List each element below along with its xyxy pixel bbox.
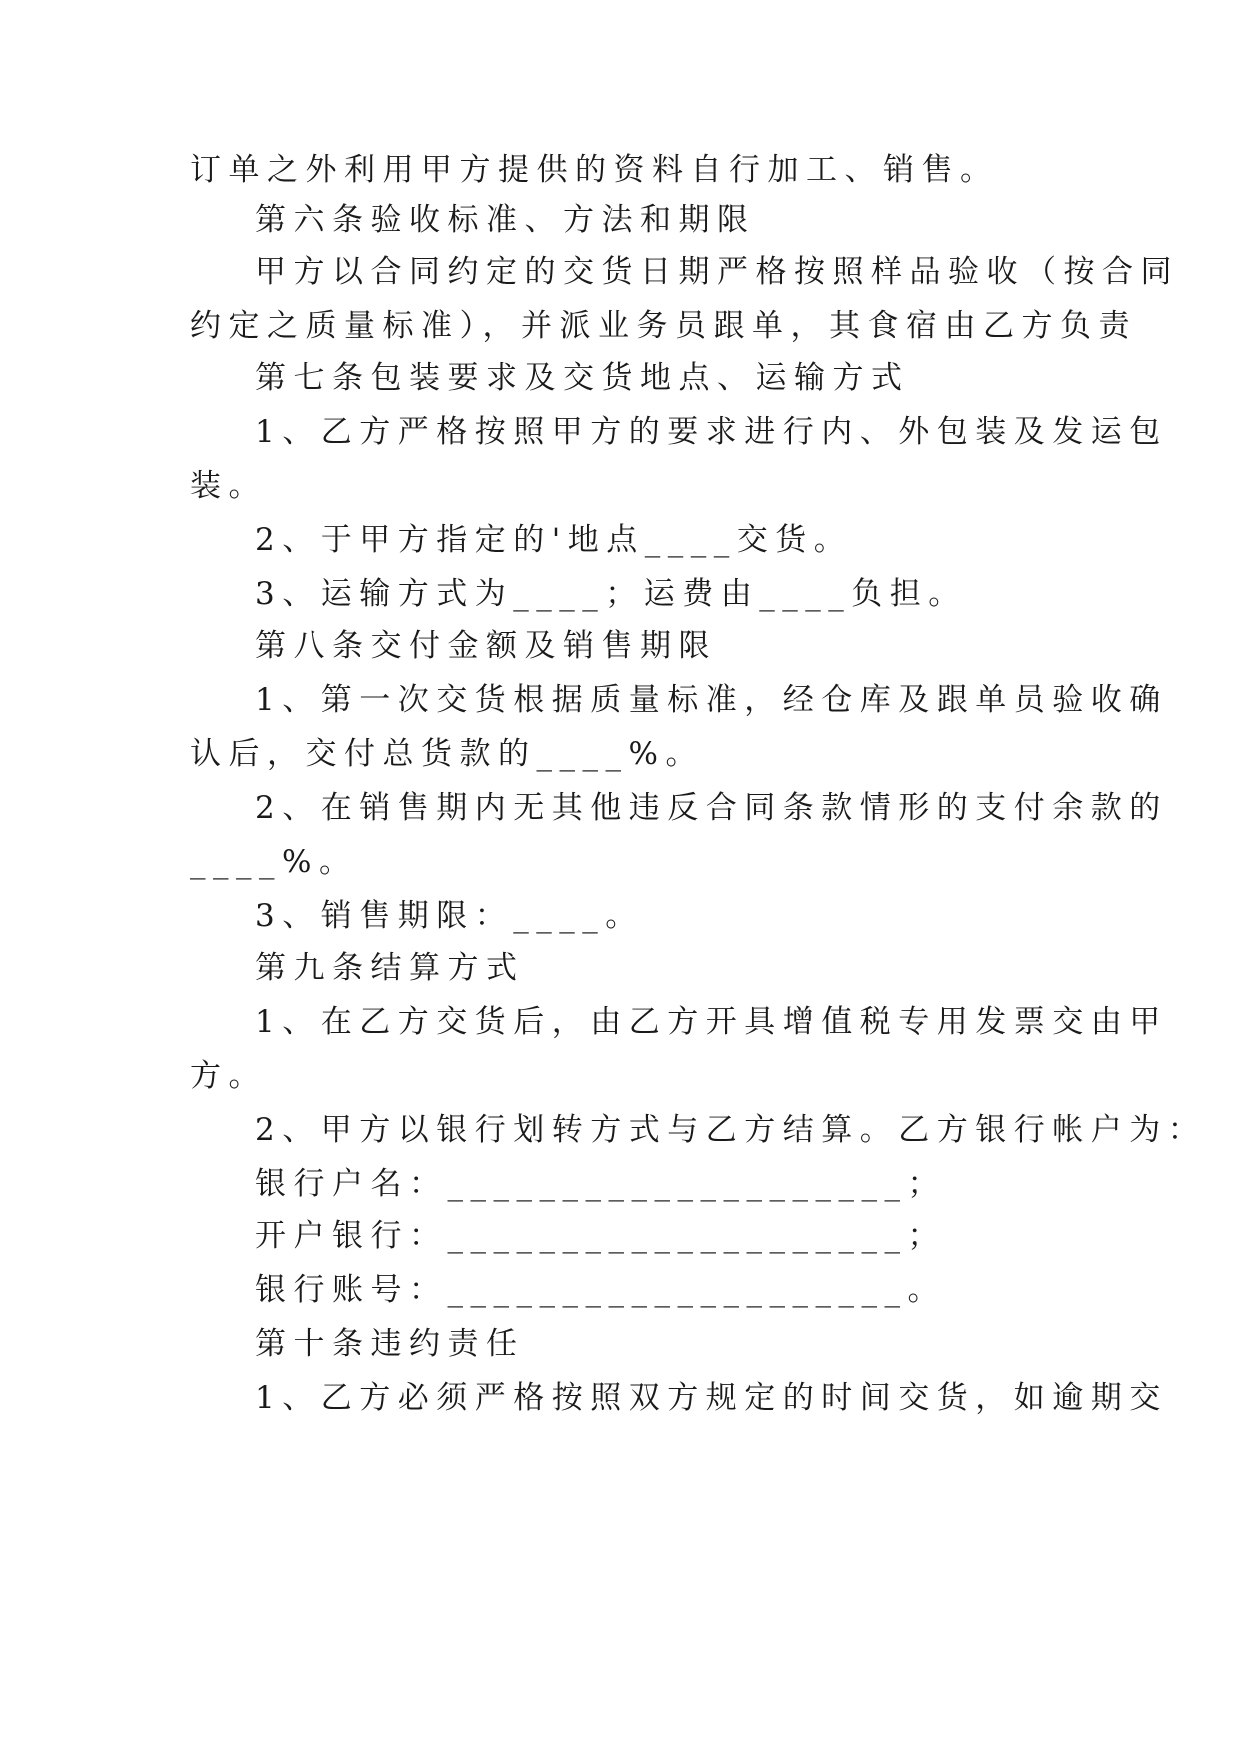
text-line: 1、乙方严格按照甲方的要求进行内、外包装及发运包 bbox=[255, 414, 1168, 450]
text-line: 装。 bbox=[190, 468, 267, 504]
text-line: 甲方以合同约定的交货日期严格按照样品验收（按合同 bbox=[255, 254, 1179, 290]
text-line: 1、在乙方交货后，由乙方开具增值税专用发票交由甲 bbox=[255, 1004, 1168, 1040]
bank-account-number-line: 银行账号：____________________。 bbox=[255, 1272, 946, 1308]
text-line: 约定之质量标准），并派业务员跟单，其食宿由乙方负责 bbox=[190, 308, 1137, 344]
text-line: ____%。 bbox=[190, 844, 358, 880]
text-line: 1、乙方必须严格按照双方规定的时间交货，如逾期交 bbox=[255, 1380, 1168, 1416]
text-line: 2、在销售期内无其他违反合同条款情形的支付余款的 bbox=[255, 790, 1168, 826]
section-heading: 第九条结算方式 bbox=[255, 950, 525, 986]
section-heading: 第七条包装要求及交货地点、运输方式 bbox=[255, 360, 910, 396]
bank-account-name-line: 银行户名：____________________； bbox=[255, 1166, 946, 1202]
text-line: 2、于甲方指定的'地点____交货。 bbox=[255, 522, 853, 558]
text-line: 3、销售期限：____。 bbox=[255, 898, 644, 934]
text-line: 方。 bbox=[190, 1058, 267, 1094]
bank-name-line: 开户银行：____________________； bbox=[255, 1218, 946, 1254]
text-line: 3、运输方式为____；运费由____负担。 bbox=[255, 576, 967, 612]
section-heading: 第八条交付金额及销售期限 bbox=[255, 628, 717, 664]
text-line: 2、甲方以银行划转方式与乙方结算。乙方银行帐户为： bbox=[255, 1112, 1207, 1148]
text-line: 认后，交付总货款的____%。 bbox=[190, 736, 704, 772]
section-heading: 第六条验收标准、方法和期限 bbox=[255, 202, 756, 238]
text-line: 订单之外利用甲方提供的资料自行加工、销售。 bbox=[190, 152, 999, 188]
section-heading: 第十条违约责任 bbox=[255, 1326, 525, 1362]
text-line: 1、第一次交货根据质量标准，经仓库及跟单员验收确 bbox=[255, 682, 1168, 718]
